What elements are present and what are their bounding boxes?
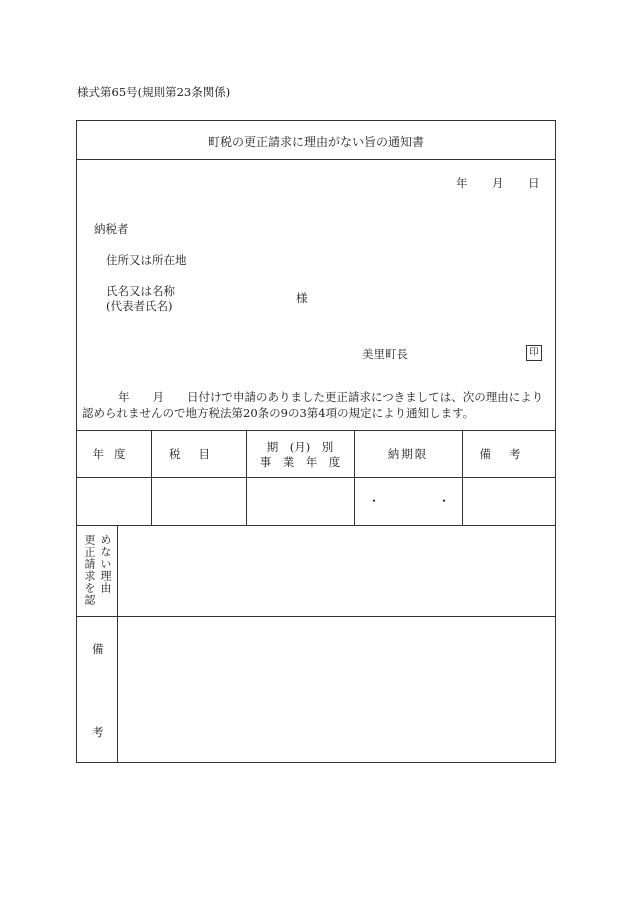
table-row-divider bbox=[77, 525, 555, 526]
header-period-line-2: 事 業 年 度 bbox=[259, 455, 341, 469]
representative-label: (代表者氏名) bbox=[106, 299, 173, 313]
due-date-separator-2: ・ bbox=[438, 494, 451, 508]
document-title: 町税の更正請求に理由がない旨の通知書 bbox=[207, 135, 424, 149]
taxpayer-label: 納税者 bbox=[94, 222, 129, 236]
seal-mark: 印 bbox=[526, 345, 542, 361]
reason-label-col-1: めない理由 bbox=[99, 534, 112, 594]
col-divider-1 bbox=[151, 430, 152, 525]
col-divider-4 bbox=[462, 430, 463, 525]
form-code: 様式第65号(規則第23条関係) bbox=[77, 85, 231, 99]
remarks-label-top: 備 bbox=[92, 642, 104, 656]
header-tax-item: 税目 bbox=[169, 447, 228, 461]
honorific: 様 bbox=[296, 291, 308, 305]
issuer-name: 美里町長 bbox=[362, 347, 408, 361]
date-year-label: 年 bbox=[456, 176, 468, 190]
title-divider bbox=[77, 159, 555, 160]
name-label: 氏名又は名称 bbox=[106, 284, 175, 298]
header-note: 備考 bbox=[479, 447, 539, 461]
reason-label-col-2: 更正請求を認 bbox=[83, 534, 96, 606]
date-month-label: 月 bbox=[492, 176, 504, 190]
header-divider bbox=[77, 430, 555, 431]
due-date-separator-1: ・ bbox=[368, 494, 381, 508]
header-due-date: 納期限 bbox=[387, 447, 429, 461]
notice-body-line-2: 認められませんので地方税法第20条の9の3第4項の規定により通知します。 bbox=[82, 406, 475, 420]
table-header-divider bbox=[77, 477, 555, 478]
address-label: 住所又は所在地 bbox=[106, 253, 187, 267]
header-year: 年度 bbox=[92, 447, 136, 461]
date-day-label: 日 bbox=[528, 176, 540, 190]
label-column-divider bbox=[117, 525, 118, 762]
notice-body-line-1: 年 月 日付けで申請のありました更正請求につきましては、次の理由により bbox=[118, 390, 544, 404]
col-divider-3 bbox=[354, 430, 355, 525]
reason-divider bbox=[77, 616, 555, 617]
remarks-label-bottom: 考 bbox=[92, 725, 104, 739]
header-period-line-1: 期 (月) 別 bbox=[266, 440, 334, 454]
